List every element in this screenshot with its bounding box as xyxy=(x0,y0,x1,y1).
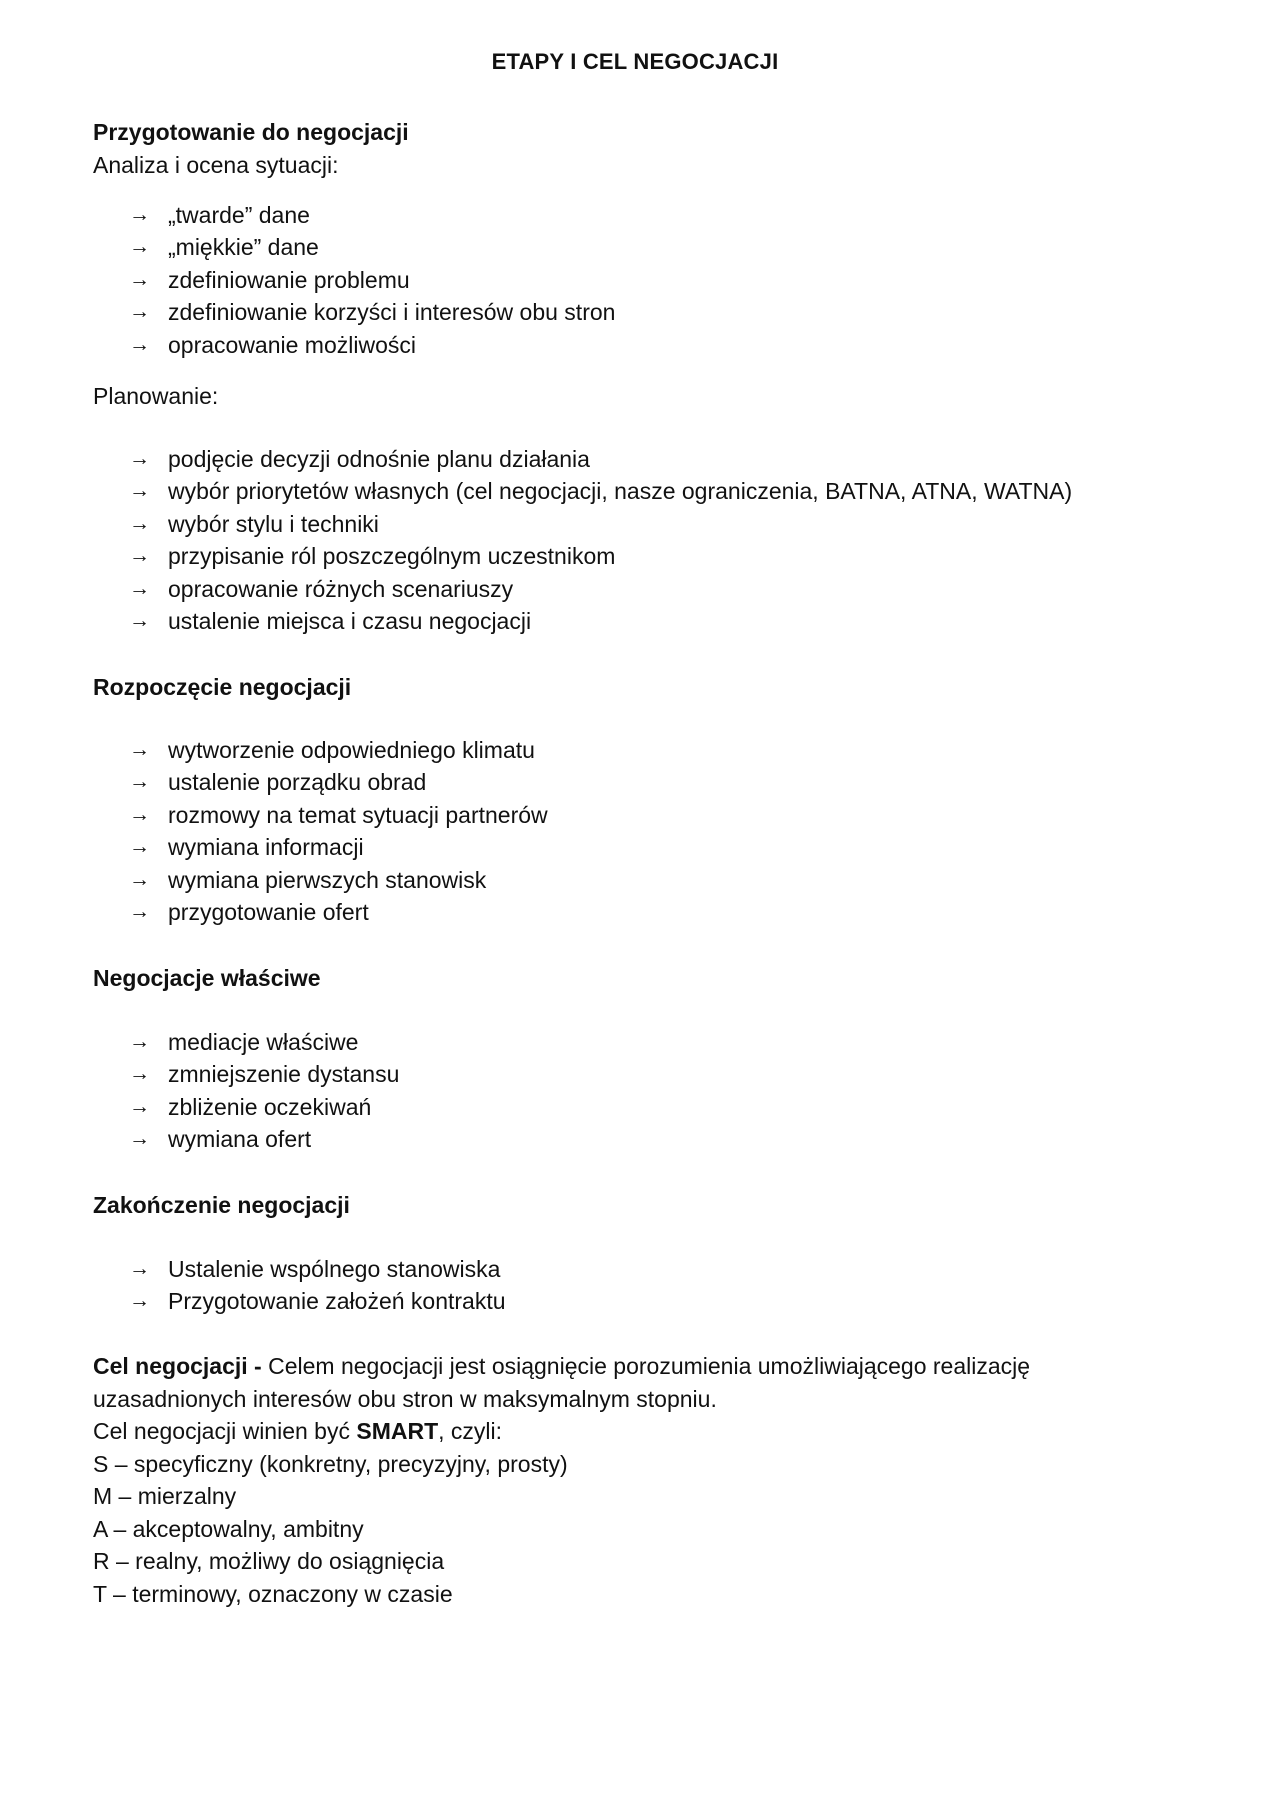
list-item: → zbliżenie oczekiwań xyxy=(129,1093,372,1120)
smart-intro: Cel negocjacji winien być SMART, czyli: xyxy=(93,1418,503,1444)
list-item: → wymiana informacji xyxy=(129,834,364,861)
arrow-right-icon: → xyxy=(129,770,150,794)
arrow-right-icon: → xyxy=(129,1062,150,1086)
list-item: → ustalenie miejsca i czasu negocjacji xyxy=(129,607,532,634)
goal-label: Cel negocjacji - xyxy=(93,1353,262,1379)
list-item: → zmniejszenie dystansu xyxy=(129,1061,400,1088)
list-item: → wybór priorytetów własnych (cel negocjacji, nasze ograniczenia, BATNA, ATNA, WATNA) xyxy=(129,478,1073,505)
smart-item: T – terminowy, oznaczony w czasie xyxy=(93,1580,453,1607)
list-item: → Przygotowanie założeń kontraktu xyxy=(129,1288,506,1315)
arrow-right-icon: → xyxy=(129,835,150,859)
arrow-right-icon: → xyxy=(129,738,150,761)
goal-section xyxy=(93,1350,1193,1610)
section-heading-end: Zakończenie negocjacji xyxy=(93,1192,350,1218)
list-item: → rozmowy na temat sytuacji partnerów xyxy=(129,801,548,828)
goal-paragraph-line1 xyxy=(93,1350,1193,1383)
planning-label: Planowanie: xyxy=(93,383,219,409)
arrow-right-icon: → xyxy=(129,203,150,226)
arrow-right-icon: → xyxy=(129,479,150,503)
arrow-right-icon: → xyxy=(129,544,150,568)
arrow-right-icon: → xyxy=(129,300,150,324)
list-item: → opracowanie możliwości xyxy=(129,331,416,358)
list-item: → zdefiniowanie problemu xyxy=(129,266,410,293)
planning-list xyxy=(129,445,1072,639)
section-heading-start: Rozpoczęcie negocjacji xyxy=(93,674,352,700)
list-item: → wybór stylu i techniki xyxy=(129,510,379,537)
document-page xyxy=(93,0,1213,1810)
list-item: → „twarde” dane xyxy=(129,202,310,228)
list-item: → wymiana pierwszych stanowisk xyxy=(129,866,487,893)
smart-item: A – akceptowalny, ambitny xyxy=(93,1515,364,1542)
arrow-right-icon: → xyxy=(129,608,150,632)
section-heading-preparation: Przygotowanie do negocjacji xyxy=(93,119,409,145)
smart-item: S – specyficzny (konkretny, precyzyjny, prosty) xyxy=(93,1450,568,1477)
arrow-right-icon: → xyxy=(129,1257,150,1280)
list-item: → „miękkie” dane xyxy=(129,234,319,261)
arrow-right-icon: → xyxy=(129,511,150,535)
arrow-right-icon: → xyxy=(129,899,150,923)
list-item: → Ustalenie wspólnego stanowiska xyxy=(129,1256,501,1282)
goal-text: Celem negocjacji jest osiągnięcie porozumienia umożliwiającego realizację xyxy=(261,1353,1031,1379)
analysis-label: Analiza i ocena sytuacji: xyxy=(93,152,339,178)
list-item: → zdefiniowanie korzyści i interesów obu stron xyxy=(129,299,616,326)
list-item: → wymiana ofert xyxy=(129,1126,312,1153)
arrow-right-icon: → xyxy=(129,267,150,291)
arrow-right-icon: → xyxy=(129,1289,150,1313)
smart-item: M – mierzalny xyxy=(93,1483,237,1509)
goal-paragraph-line2: uzasadnionych interesów obu stron w maksymalnym stopniu. xyxy=(93,1385,717,1412)
arrow-right-icon: → xyxy=(129,332,150,356)
smart-item: R – realny, możliwy do osiągnięcia xyxy=(93,1548,445,1574)
arrow-right-icon: → xyxy=(129,1030,150,1053)
arrow-right-icon: → xyxy=(129,802,150,826)
arrow-right-icon: → xyxy=(129,447,150,470)
list-item: → przypisanie ról poszczególnym uczestnikom xyxy=(129,543,616,570)
arrow-right-icon: → xyxy=(129,867,150,891)
list-item: → ustalenie porządku obrad xyxy=(129,769,427,796)
smart-acronym: SMART xyxy=(356,1418,439,1444)
analysis-list xyxy=(129,201,615,363)
proper-list xyxy=(129,1028,399,1158)
arrow-right-icon: → xyxy=(129,1127,150,1151)
start-list xyxy=(129,736,548,930)
arrow-right-icon: → xyxy=(129,1094,150,1118)
list-item: → wytworzenie odpowiedniego klimatu xyxy=(129,737,535,763)
section-heading-proper: Negocjacje właściwe xyxy=(93,965,321,991)
arrow-right-icon: → xyxy=(129,576,150,600)
page-title: ETAPY I CEL NEGOCJACJI xyxy=(491,49,779,74)
end-list xyxy=(129,1255,506,1320)
list-item: → mediacje właściwe xyxy=(129,1029,359,1055)
arrow-right-icon: → xyxy=(129,235,150,259)
list-item: → podjęcie decyzji odnośnie planu działania xyxy=(129,446,590,472)
list-item: → opracowanie różnych scenariuszy xyxy=(129,575,514,602)
list-item: → przygotowanie ofert xyxy=(129,898,369,925)
